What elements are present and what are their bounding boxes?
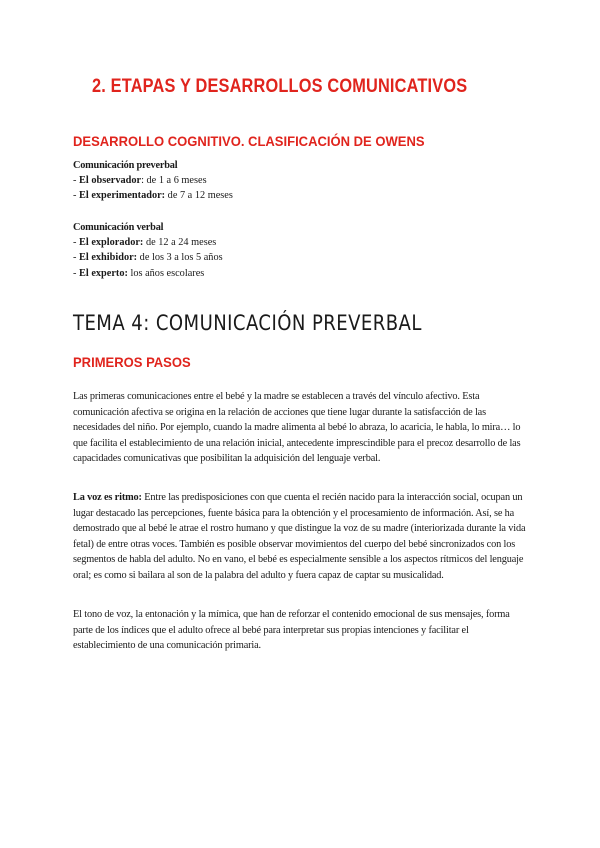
paragraph-1: Las primeras comunicaciones entre el bebé y la madre se establecen a través del vínculo afectivo. Esta comunicación afectiva se origina en la relación de acciones que tiene lugar durante la satisfacción de las necesidades del niño. Por ejemplo, cuando la madre alimenta al bebé lo abraza, lo acaricia, le habla, lo mira… lo que facilita el establecimiento de una relación inicial, antecedente imprescindible para el precoz desarrollo de las capacidades comunicativas que posibilitan la adquisición del lenguaje verbal. — [73, 391, 521, 464]
stage-term: El experimentador: — [79, 190, 166, 202]
list-bullet: - — [73, 252, 80, 264]
list-bullet: - — [73, 175, 80, 187]
preverbal-block — [73, 158, 233, 204]
list-item — [73, 235, 223, 250]
stage-term: El explorador: — [79, 237, 144, 249]
tema-title: TEMA 4: COMUNICACIÓN PREVERBAL — [73, 311, 422, 335]
list-item — [73, 173, 233, 188]
list-bullet: - — [73, 190, 80, 202]
verbal-title: Comunicación verbal — [73, 222, 164, 233]
stage-term: El experto: — [79, 267, 128, 279]
list-bullet: - — [73, 237, 80, 249]
paragraph-2-lead: La voz es ritmo: — [73, 492, 142, 503]
stage-desc: de los 3 a los 5 años — [139, 252, 223, 264]
stage-separator: : — [141, 175, 147, 187]
list-item — [73, 188, 233, 203]
stage-desc: de 1 a 6 meses — [146, 175, 207, 187]
list-bullet: - — [73, 267, 80, 279]
stage-desc: de 7 a 12 meses — [167, 190, 233, 202]
verbal-block — [73, 220, 223, 281]
subheading-primeros-pasos: PRIMEROS PASOS — [73, 354, 191, 370]
paragraph-2 — [73, 490, 529, 583]
stage-desc: los años escolares — [130, 267, 205, 279]
stage-desc: de 12 a 24 meses — [145, 237, 217, 249]
list-item — [73, 266, 223, 281]
list-item — [73, 250, 223, 265]
paragraph-3: El tono de voz, la entonación y la mímica, que han de reforzar el contenido emocional de sus mensajes, forma parte de los índices que el adulto ofrece al bebé para interpretar sus propias intenciones y facilitar el establecimiento de una comunicación primaria. — [73, 609, 510, 651]
subheading-owens: DESARROLLO COGNITIVO. CLASIFICACIÓN DE OWENS — [73, 133, 425, 149]
preverbal-title: Comunicación preverbal — [73, 160, 178, 171]
stage-term: El observador — [79, 175, 142, 187]
paragraph-2-body: Entre las predisposiciones con que cuenta el recién nacido para la interacción social, ocupan un lugar destacado las percepciones, fuente básica para la obtención y el procesamiento de información. Así, se ha demostrado que al bebé le atrae el rostro humano y que distingue la voz de su madre (interiorizada durante la vida fetal) de entre otras voces. También es posible observar movimientos del cuerpo del bebé sincronizados con los segmentos de habla del adulto. No en vano, el bebé es especialmente sensible a los aspectos rítmicos del lenguaje oral; es como si bailara al son de la palabra del adulto y fuera capaz de captar su musicalidad. — [73, 492, 526, 581]
stage-term: El exhibidor: — [79, 252, 138, 264]
section-heading-etapas: 2. ETAPAS Y DESARROLLOS COMUNICATIVOS — [92, 76, 468, 97]
